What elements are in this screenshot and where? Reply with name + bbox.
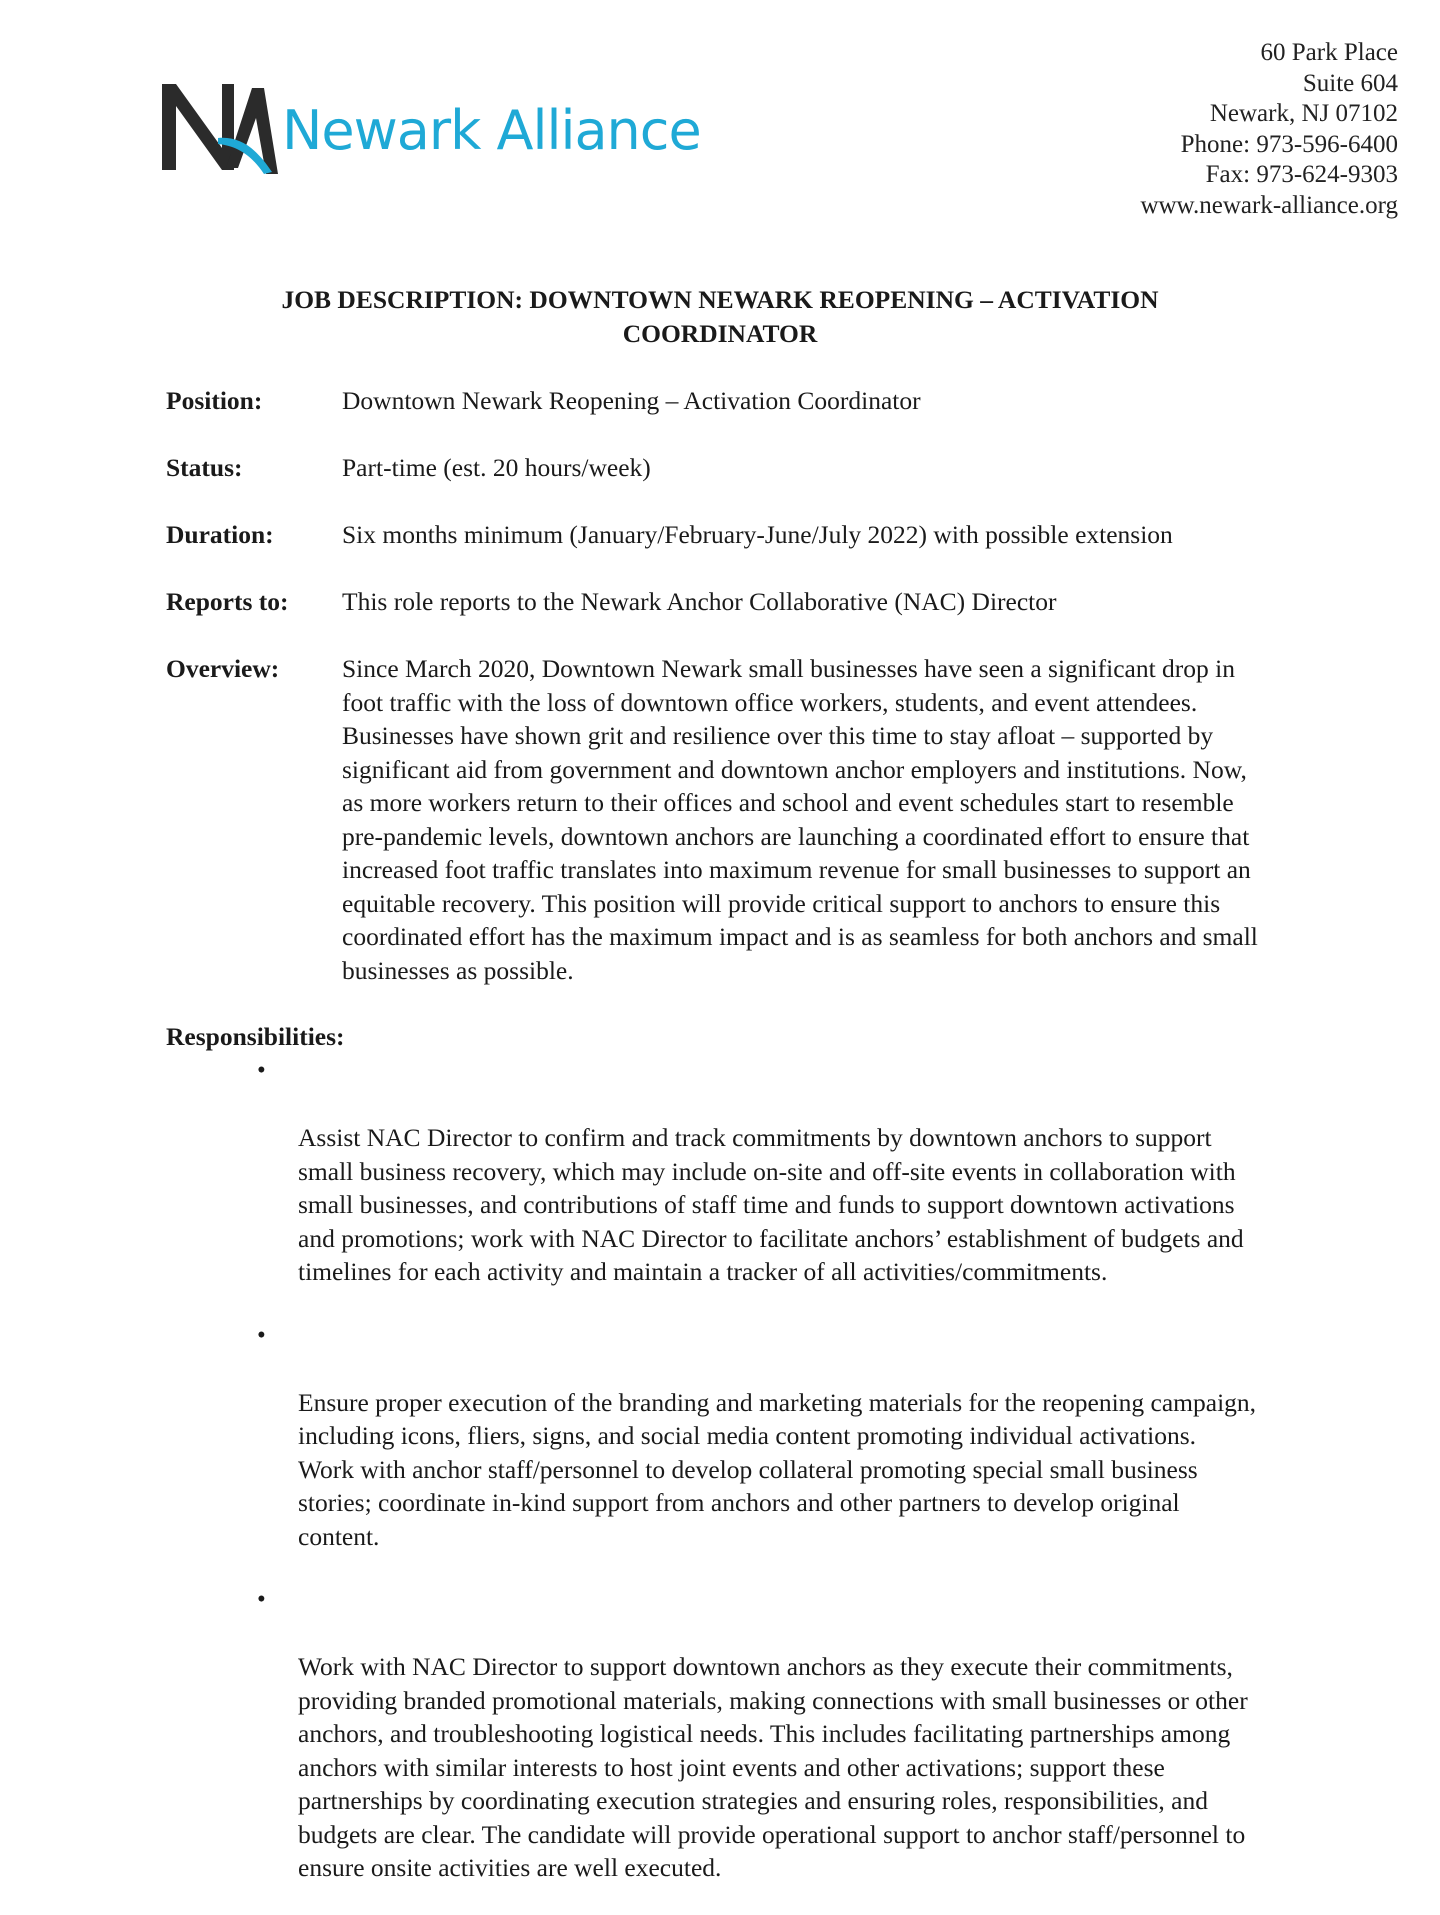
field-value: This role reports to the Newark Anchor Collaborative (NAC) Director bbox=[342, 587, 1057, 616]
overview-paragraph: Since March 2020, Downtown Newark small businesses have seen a significant drop in foot traffic with the loss of downtown office workers, students, and event attendees. Businesses have shown grit and resilience over this time to stay afloat – supported by significant aid from government and downtown anchor employers and institutions. Now, as more workers return to their offices and school and event schedules start to resemble pre-pandemic levels, downtown anchors are launching a coordinated effort to ensure that increased foot traffic translates into maximum revenue for small businesses to support an equitable recovery. This position will provide critical support to anchors to ensure this coordinated effort has the maximum impact and is as seamless for both anchors and small businesses as possible. bbox=[342, 654, 1258, 985]
phone-line: Phone: 973-596-6400 bbox=[1180, 130, 1398, 158]
bullet-icon: • bbox=[257, 1321, 266, 1349]
address-line: Suite 604 bbox=[1302, 69, 1398, 97]
field-overview bbox=[166, 652, 1316, 987]
newark-alliance-logo bbox=[160, 78, 701, 176]
list-item-text: Work with NAC Director to support downtown anchors as they execute their commitments, providing branded promotional materials, making connections with small businesses or other anchors, and troubleshooting logistical needs. This includes facilitating partnerships among anchors with similar interests to host joint events and other activations; support these partnerships by coordinating execution strategies and ensuring roles, responsibilities, and budgets are clear. The candidate will provide operational support to anchor staff/personnel to ensure onsite activities are well executed. bbox=[298, 1652, 1248, 1882]
document-title-line: JOB DESCRIPTION: DOWNTOWN NEWARK REOPENING – ACTIVATION bbox=[281, 285, 1159, 314]
bullet-icon: • bbox=[257, 1057, 266, 1084]
responsibilities-list bbox=[166, 1054, 1336, 1915]
na-monogram-icon bbox=[160, 78, 278, 176]
address-line: Newark, NJ 07102 bbox=[1209, 100, 1398, 127]
list-item bbox=[166, 1054, 1336, 1289]
field-position bbox=[166, 384, 1316, 418]
list-item-text: Ensure proper execution of the branding and marketing materials for the reopening campaign, including icons, fliers, signs, and social media content promoting individual activations. Work with anchor staff/personnel to develop collateral promoting special small business stories; coordinate in-kind support from anchors and other partners to develop original content. bbox=[298, 1387, 1257, 1551]
document-title bbox=[200, 283, 1240, 351]
responsibilities-heading: Responsibilities: bbox=[166, 1022, 345, 1051]
field-value: Part-time (est. 20 hours/week) bbox=[342, 453, 651, 482]
field-label: Overview: bbox=[166, 654, 280, 683]
field-value: Six months minimum (January/February-June/July 2022) with possible extension bbox=[342, 520, 1173, 549]
logo-wordmark: Newark Alliance bbox=[282, 98, 701, 162]
address-block bbox=[1140, 38, 1398, 221]
field-value: Downtown Newark Reopening – Activation Coordinator bbox=[342, 386, 921, 415]
field-status bbox=[166, 451, 1316, 485]
field-reports-to bbox=[166, 585, 1316, 619]
bullet-icon: • bbox=[257, 1586, 266, 1613]
field-duration bbox=[166, 518, 1316, 552]
document-title-line: COORDINATOR bbox=[622, 319, 818, 348]
list-item-text: Assist NAC Director to confirm and track commitments by downtown anchors to support small business recovery, which may include on-site and off-site events in collaboration with small businesses, and contributions of staff time and funds to support downtown activations and promotions; work with NAC Director to facilitate anchors’ establishment of budgets and timelines for each activity and maintain a tracker of all activities/commitments. bbox=[298, 1123, 1244, 1286]
field-label: Position: bbox=[166, 386, 263, 415]
field-label: Reports to: bbox=[166, 587, 289, 616]
field-label: Status: bbox=[166, 453, 243, 482]
field-label: Duration: bbox=[166, 520, 274, 549]
list-item bbox=[166, 1319, 1336, 1554]
website-line: www.newark-alliance.org bbox=[1140, 191, 1398, 219]
list-item bbox=[166, 1583, 1336, 1885]
fax-line: Fax: 973-624-9303 bbox=[1205, 161, 1398, 188]
address-line: 60 Park Place bbox=[1260, 39, 1398, 66]
